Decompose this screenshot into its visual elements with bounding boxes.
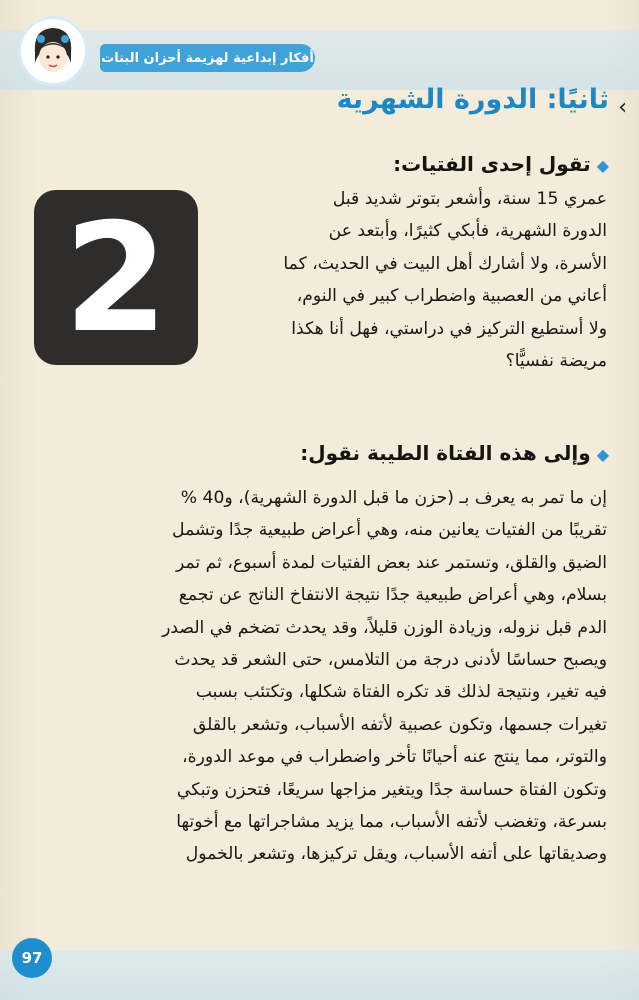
question-line: عمري 15 سنة، وأشعر بتوتر شديد قبل — [332, 189, 607, 209]
section-number-badge — [34, 190, 198, 365]
answer-line: الضيق والقلق، وتستمر عند بعض الفتيات لمدة أسبوع، ثم تمر — [176, 552, 607, 573]
answer-line: والتوتر، مما ينتج عنه أحيانًا تأخر واضطراب في موعد الدورة، — [182, 747, 607, 768]
header-band — [0, 30, 639, 90]
answer-line: وصديقاتها على أتفه الأسباب، ويقل تركيزها، وتشعر بالخمول — [185, 844, 607, 865]
question-paragraph — [212, 183, 607, 377]
section-title-text: ثانيًا: الدورة الشهرية — [336, 84, 609, 115]
question-heading-text: تقول إحدى الفتيات: — [393, 152, 591, 176]
page-number: 97 — [12, 938, 52, 978]
answer-line: فيه تغير، ونتيجة لذلك قد تكره الفتاة شكلها، وتكتئب بسبب — [195, 682, 607, 703]
answer-line: تقريبًا من الفتيات يعانين منه، وهي أعراض طبيعية جدًا وتشمل — [172, 520, 607, 541]
section-title — [309, 84, 609, 115]
answer-heading — [49, 441, 609, 465]
question-line: الأسرة، ولا أشارك أهل البيت في الحديث، كما — [283, 253, 607, 274]
answer-line: إن ما تمر به يعرف بـ (حزن ما قبل الدورة الشهرية)، و40 % — [180, 488, 607, 508]
girl-avatar-icon — [18, 16, 88, 86]
answer-paragraph — [34, 482, 607, 871]
answer-line: ويصبح حساسًا لأدنى درجة من التلامس، حتى الشعر قد يحدث — [174, 650, 607, 671]
diamond-bullet-icon: ◆ — [596, 445, 609, 464]
footer-wave — [0, 950, 639, 1000]
question-line: أعاني من العصبية واضطراب كبير في النوم، — [296, 286, 607, 307]
question-line: ولا أستطيع التركيز في دراستي، فهل أنا هكذا — [291, 318, 607, 339]
book-title-banner: أفكار إبداعية لهزيمة أحزان البنات — [100, 44, 315, 72]
answer-line: تغيرات جسمها، وتكون عصبية لأتفه الأسباب، وتشعر بالقلق — [192, 714, 607, 735]
question-line: الدورة الشهرية، فأبكي كثيرًا، وأبتعد عن — [328, 221, 607, 242]
chevron-left-icon: ‹ — [618, 95, 627, 120]
answer-line: وتكون الفتاة حساسة جدًا ويتغير مزاجها سريعًا، فتحزن وتبكي — [176, 779, 607, 800]
answer-line: بسلام، وهي أعراض طبيعية جدًا نتيجة الانتفاخ الناتج عن تجمع — [178, 585, 607, 606]
answer-line: الدم قبل نزوله، وزيادة الوزن قليلاً، وقد يحدث تضخم في الصدر — [162, 617, 607, 638]
diamond-bullet-icon: ◆ — [596, 156, 609, 175]
question-heading — [49, 152, 609, 176]
question-line: مريضة نفسيًّا؟ — [505, 351, 607, 372]
answer-line: بسرعة، وتغضب لأتفه الأسباب، مما يزيد مشاجراتها مع أخوتها — [176, 812, 607, 833]
section-number: 2 — [63, 192, 169, 365]
answer-heading-text: وإلى هذه الفتاة الطيبة نقول: — [300, 441, 591, 465]
